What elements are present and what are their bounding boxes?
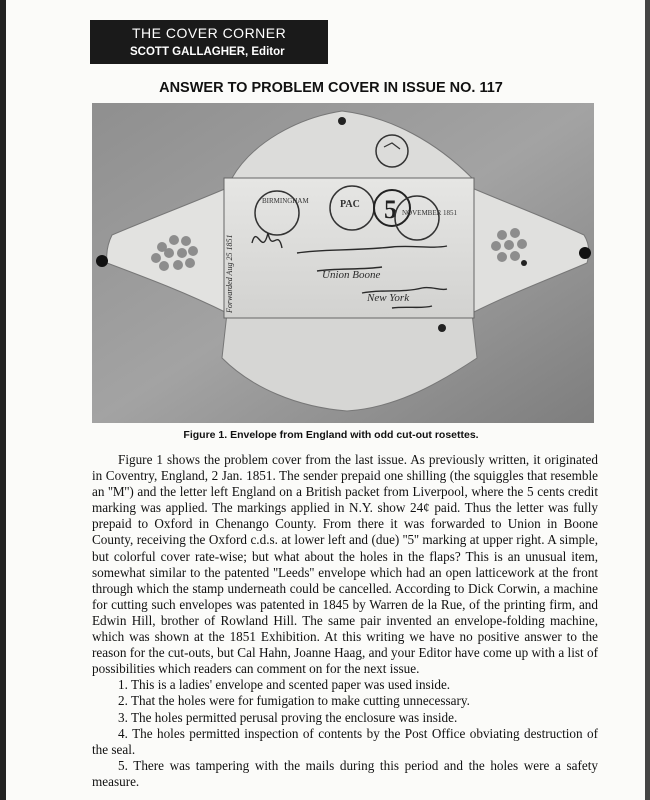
- column-header-box: [90, 20, 328, 64]
- list-item: 4. The holes permitted inspection of contents by the Post Office obviating destruction of the seal.: [92, 725, 598, 757]
- seal-spot-left: [96, 255, 108, 267]
- article-intro-paragraph: Figure 1 shows the problem cover from the last issue. As previously written, it originated in Coventry, England, 2 Jan. 1851. The sender prepaid one shilling (the squiggles that resemble an ''M'') and the letter left England on a British packet from Liverpool, where the 5 cents credit marking was applied. The markings applied in N.Y. show 24¢ paid. Thus the letter was fully prepaid to Oxford in Chenango County. From there it was forwarded to Union in Boone County, receiving the Oxford c.d.s. at lower left and (due) ''5'' marking at upper right. A simple, but colorful cover rate-wise; but what about the holes in the flaps? This is an unusual item, somewhat similar to the patented ''Leeds'' envelope which had an open latticework at the front through which the stamp underneath could be cancelled. According to Dick Corwin, a machine for cutting such envelopes was patented in 1845 by Warren de la Rue, of the printing firm, and Edwin Hill, brother of Rowland Hill. The same pair invented an envelope-folding machine, which was shown at the 1851 Exhibition. At this writing we have no positive answer to the reason for the cut-outs, but Cal Hahn, Joanne Haag, and your Editor have come up with a list of possibilities which readers can comment on for the next issue.: [92, 452, 598, 677]
- svg-text:NOVEMBER 1851: NOVEMBER 1851: [402, 209, 458, 217]
- seal-spot-right: [579, 247, 591, 259]
- seal-spot-top: [338, 117, 346, 125]
- column-title: THE COVER CORNER: [132, 25, 287, 41]
- svg-text:PAC: PAC: [340, 199, 360, 210]
- list-item: 3. The holes permitted perusal proving the enclosure was inside.: [118, 709, 458, 725]
- address-line-1: Union Boone: [322, 269, 381, 281]
- figure-caption: Figure 1. Envelope from England with odd cut-out rosettes.: [183, 429, 479, 441]
- svg-text:BIRMINGHAM: BIRMINGHAM: [262, 197, 309, 205]
- svg-text:5: 5: [384, 195, 397, 224]
- forwarding-note: Forwarded Aug 25 1851: [225, 234, 234, 313]
- seal-spot-bottom: [438, 324, 446, 332]
- seal-spot-small: [521, 260, 527, 266]
- address-line-2: New York: [367, 292, 410, 304]
- list-item: 1. This is a ladies' envelope and scented paper was used inside.: [118, 677, 451, 693]
- article-heading: ANSWER TO PROBLEM COVER IN ISSUE NO. 117: [159, 80, 503, 96]
- list-item: 2. That the holes were for fumigation to make cutting unnecessary.: [118, 693, 470, 709]
- envelope-photo: [92, 103, 594, 423]
- list-item: 5. There was tampering with the mails during this period and the holes were a safety measure.: [92, 757, 598, 789]
- article-body: [92, 452, 598, 790]
- column-editor: SCOTT GALLAGHER, Editor: [130, 46, 285, 58]
